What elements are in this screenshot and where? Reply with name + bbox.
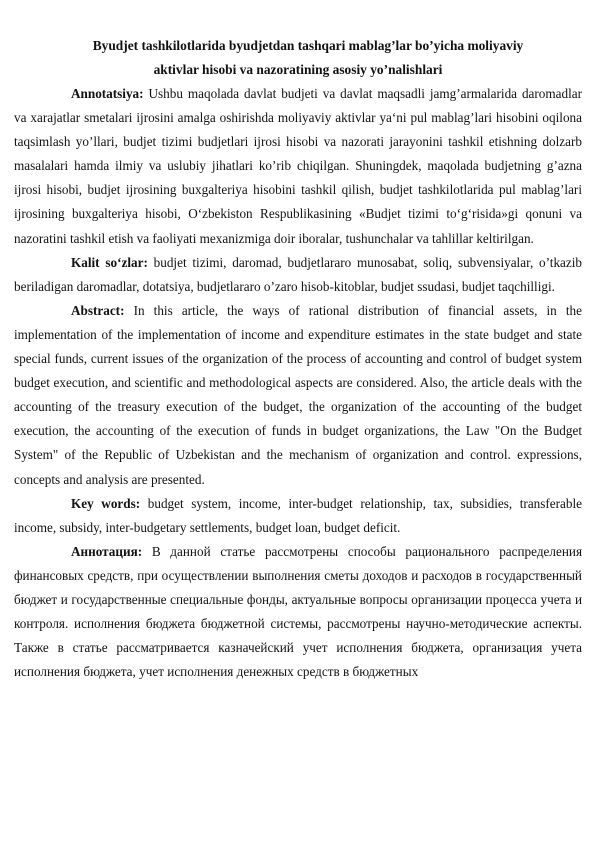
- annotation-uz-label: Annotatsiya:: [71, 86, 144, 101]
- annotation-uz-paragraph: [14, 82, 582, 251]
- keywords-uz-text: budjet tizimi, daromad, budjetlararo munosabat, soliq, subvensiyalar, o’tkazib beriladigan daromadlar, dotatsiya, budjetlararo o’zaro hisob-kitoblar, budjet ssudasi, budjet taqchilligi.: [14, 254, 583, 294]
- keywords-en-paragraph: [14, 492, 582, 540]
- abstract-en-label: Abstract:: [71, 302, 125, 318]
- paper-body: [14, 82, 582, 686]
- abstract-en-text: In this article, the ways of rational distribution of financial assets, in the implementation of the implementation of income and expenditure estimates in the state budget and state special funds, current issues of the organization of the process of accounting and control of budget system budget execution, and scientific and methodological aspects are considered. Also, the article deals with the accounting of the treasury execution of the budget, the organization of the accounting of the budget execution, the accounting of the execution of funds in budget organizations, the Law "On the Budget System" of the Republic of Uzbekistan and the mechanism of organization and control. expressions, concepts and analysis are presented.: [14, 302, 582, 487]
- keywords-uz-label: Kalit so‘zlar:: [71, 254, 148, 270]
- paper-title-line-1: Byudjet tashkilotlarida byudjetdan tashqari mablag’lar bo’yicha moliyaviy: [92, 38, 524, 53]
- annotation-ru-text: В данной статье рассмотрены способы рационального распределения финансовых средств, при осуществлении выполнения сметы доходов и расходов в государственный бюджет и государственные специальные фонды, актуальные вопросы организации процесса учета и контроля. исполнения бюджета бюджетной системы, рассмотрены научно-методические аспекты. Также в статье рассматривается казначейский учет исполнения бюджета, организация учета исполнения бюджета, учет исполнения денежных средств в бюджетных: [14, 543, 582, 680]
- keywords-en-text: budget system, income, inter-budget relationship, tax, subsidies, transferable income, subsidy, inter-budgetary settlements, budget loan, budget deficit.: [14, 495, 582, 535]
- paper-title-line-2: aktivlar hisobi va nazoratining asosiy yo’nalishlari: [153, 62, 443, 77]
- keywords-en-label: Key words:: [71, 495, 141, 511]
- keywords-uz-paragraph: [14, 251, 582, 299]
- annotation-ru-label: Аннотация:: [71, 543, 143, 559]
- annotation-ru-paragraph: [14, 540, 582, 685]
- abstract-en-paragraph: [14, 299, 582, 492]
- annotation-ru-clip: [14, 540, 582, 686]
- annotation-uz-text: Ushbu maqolada davlat budjeti va davlat maqsadli jamg’armalarida daromadlar va xarajatlar smetalari ijrosini amalga oshirishda moliyaviy aktivlar ya‘ni pul mablag’lari hisobini oqilona taqsimlash yo’llari, budjet tizimi budjetlari ijrosi hisobi va nazorati jarayonini tashkil etishning dolzarb masalalari hamda ilmiy va uslubiy jihatlari ko’rib chiqilgan. Shuningdek, maqolada budjetning g’azna ijrosi hisobi, budjet ijrosining buxgalteriya hisobini tashkil qilish, budjet tashkilotlarida pul mablag’lari ijrosining buxgalteriya hisobi, O‘zbekiston Respublikasining «Budjet tizimi to‘g‘risida»gi qonuni va nazoratini tashkil etish va faoliyati mexanizmiga doir iboralar, tushunchalar va tahlillar keltirilgan.: [14, 86, 582, 246]
